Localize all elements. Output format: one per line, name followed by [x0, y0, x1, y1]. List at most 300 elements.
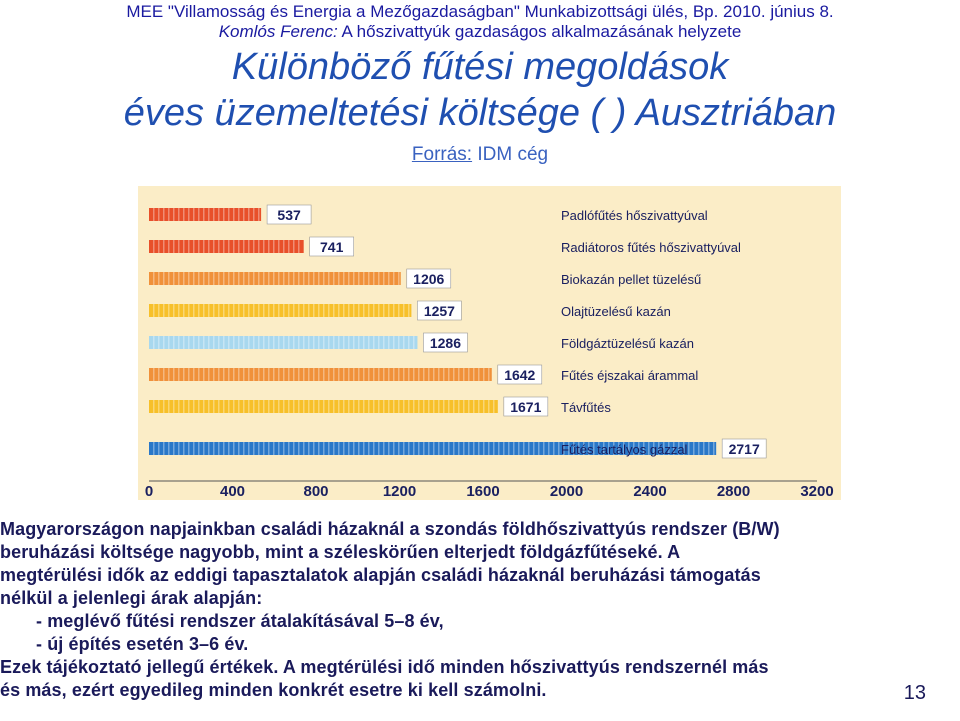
bar: [149, 368, 492, 381]
bar-stripe: [303, 336, 305, 349]
bar-stripe: [333, 272, 335, 285]
bar-stripe: [493, 400, 495, 413]
bar-stripe: [353, 336, 355, 349]
bar-stripe: [423, 400, 425, 413]
bar-stripe: [343, 304, 345, 317]
bar-stripe: [308, 304, 310, 317]
bar-stripe: [193, 400, 195, 413]
bar-stripe: [708, 442, 710, 455]
bar-stripe: [443, 400, 445, 413]
bar-stripe: [338, 272, 340, 285]
bar-stripe: [493, 442, 495, 455]
bar-stripe: [183, 442, 185, 455]
presentation-subtitle: [0, 22, 960, 42]
bar-stripe: [348, 272, 350, 285]
bar-stripe: [203, 442, 205, 455]
bar-stripe: [158, 240, 160, 253]
bar-stripe: [428, 368, 430, 381]
bar-stripe: [553, 442, 555, 455]
bar-stripe: [373, 336, 375, 349]
bar-stripe: [378, 442, 380, 455]
bar-stripe: [538, 442, 540, 455]
bar-stripe: [258, 368, 260, 381]
author-name: Komlós Ferenc:: [218, 22, 338, 41]
bar-stripe: [163, 368, 165, 381]
bar-stripe: [238, 442, 240, 455]
bar-stripe: [163, 400, 165, 413]
bar-stripe: [213, 442, 215, 455]
bar-stripe: [228, 442, 230, 455]
bar-stripe: [383, 442, 385, 455]
x-tick-label: 2400: [633, 483, 667, 500]
bar-stripe: [258, 442, 260, 455]
bar-stripe: [188, 336, 190, 349]
bar-stripe: [198, 336, 200, 349]
x-tick-label: 2800: [716, 483, 751, 500]
bar-stripe: [183, 208, 185, 221]
bar-stripe: [173, 442, 175, 455]
bar-stripe: [278, 368, 280, 381]
bar-stripe: [153, 272, 155, 285]
bar-stripe: [358, 400, 360, 413]
bar-stripe: [238, 368, 240, 381]
bar-stripe: [418, 400, 420, 413]
bar-stripe: [228, 240, 230, 253]
source-value: IDM cég: [477, 144, 549, 165]
bar-stripe: [288, 304, 290, 317]
bar-stripe: [423, 442, 425, 455]
bar-stripe: [248, 442, 250, 455]
bar-stripe: [193, 272, 195, 285]
bar-stripe: [278, 272, 280, 285]
bar-stripe: [293, 442, 295, 455]
bar-stripe: [228, 208, 230, 221]
bar-stripe: [218, 272, 220, 285]
bar-stripe: [478, 400, 480, 413]
bar-stripe: [388, 304, 390, 317]
bar-stripe: [333, 368, 335, 381]
bar-stripe: [443, 368, 445, 381]
bar-stripe: [203, 336, 205, 349]
bar-stripe: [243, 304, 245, 317]
body-line: nélkül a jelenlegi árak alapján:: [0, 588, 263, 608]
bar-stripe: [268, 272, 270, 285]
bar-stripe: [258, 400, 260, 413]
bar-stripe: [333, 304, 335, 317]
bar-stripe: [313, 368, 315, 381]
bar-stripe: [413, 442, 415, 455]
bar-stripe: [283, 368, 285, 381]
bar-stripe: [158, 368, 160, 381]
bar-stripe: [193, 304, 195, 317]
bar-stripe: [223, 368, 225, 381]
bar-stripe: [248, 208, 250, 221]
bar-stripe: [388, 368, 390, 381]
body-line: Magyarországon napjainkban családi házaknál a szondás földhőszivattyús rendszer (B/W): [0, 519, 780, 539]
bar-stripe: [393, 400, 395, 413]
bar-stripe: [203, 240, 205, 253]
bar-stripe: [328, 336, 330, 349]
bar-stripe: [313, 336, 315, 349]
bar-stripe: [348, 336, 350, 349]
bar-stripe: [408, 304, 410, 317]
body-line: beruházási költsége nagyobb, mint a széleskörűen elterjedt földgázfűtéseké. A: [0, 542, 681, 562]
bar-stripe: [163, 208, 165, 221]
value-label: 1642: [504, 367, 536, 383]
bar-stripe: [188, 272, 190, 285]
bar-stripe: [223, 400, 225, 413]
bar-stripe: [248, 336, 250, 349]
bar-stripe: [453, 400, 455, 413]
bar-stripe: [393, 304, 395, 317]
bar-stripe: [368, 400, 370, 413]
bar-stripe: [333, 442, 335, 455]
bar-stripe: [293, 400, 295, 413]
bar-stripe: [308, 272, 310, 285]
bar-stripe: [173, 400, 175, 413]
bar-stripe: [308, 442, 310, 455]
bar-stripe: [178, 304, 180, 317]
bar-stripe: [383, 336, 385, 349]
bar-stripe: [403, 400, 405, 413]
bar-stripe: [388, 400, 390, 413]
bar-stripe: [308, 368, 310, 381]
bar-stripe: [378, 272, 380, 285]
bar-stripe: [283, 272, 285, 285]
bar-stripe: [183, 368, 185, 381]
bar-stripe: [248, 240, 250, 253]
bar-stripe: [218, 336, 220, 349]
bar-stripe: [203, 272, 205, 285]
bar-stripe: [343, 272, 345, 285]
bar-stripe: [263, 400, 265, 413]
value-label: 1286: [429, 335, 462, 351]
bar-stripe: [318, 336, 320, 349]
bar-stripe: [368, 304, 370, 317]
bar-stripe: [203, 304, 205, 317]
bar-stripe: [178, 208, 180, 221]
bar-stripe: [288, 240, 290, 253]
bar-stripe: [178, 240, 180, 253]
bar-stripe: [398, 304, 400, 317]
bar-stripe: [263, 368, 265, 381]
bar-stripe: [243, 336, 245, 349]
bar-stripe: [558, 442, 560, 455]
bar-stripe: [363, 272, 365, 285]
bar-stripe: [213, 368, 215, 381]
bar-stripe: [428, 400, 430, 413]
bar-stripe: [268, 442, 270, 455]
bar-stripe: [333, 400, 335, 413]
bar-stripe: [313, 442, 315, 455]
bar-stripe: [373, 368, 375, 381]
bar-stripe: [383, 304, 385, 317]
category-label: Fűtés éjszakai árammal: [561, 368, 699, 383]
bar-stripe: [288, 368, 290, 381]
bar-stripe: [198, 400, 200, 413]
bar-stripe: [218, 368, 220, 381]
bar-stripe: [263, 240, 265, 253]
bar-stripe: [273, 368, 275, 381]
bar-stripe: [263, 272, 265, 285]
bar-stripe: [218, 442, 220, 455]
bar-stripe: [238, 272, 240, 285]
bar-stripe: [233, 400, 235, 413]
bar-stripe: [153, 400, 155, 413]
bar-stripe: [403, 368, 405, 381]
bar-stripe: [378, 304, 380, 317]
bar-stripe: [398, 368, 400, 381]
bar-stripe: [168, 304, 170, 317]
bar-stripe: [298, 442, 300, 455]
bar-stripe: [153, 442, 155, 455]
bar-stripe: [173, 272, 175, 285]
bar-stripe: [258, 272, 260, 285]
bar-stripe: [278, 336, 280, 349]
bar-stripe: [328, 272, 330, 285]
category-label: Radiátoros fűtés hőszivattyúval: [561, 240, 741, 255]
bar-stripe: [503, 442, 505, 455]
bar-stripe: [473, 442, 475, 455]
value-label: 741: [320, 239, 344, 255]
bar-stripe: [188, 368, 190, 381]
bar-stripe: [703, 442, 705, 455]
bar-stripe: [488, 368, 490, 381]
bar-stripe: [273, 336, 275, 349]
bar-stripe: [268, 240, 270, 253]
bar-stripe: [173, 304, 175, 317]
bar-stripe: [153, 240, 155, 253]
bar-stripe: [178, 336, 180, 349]
bar-stripe: [263, 304, 265, 317]
bar-stripe: [258, 240, 260, 253]
bar-stripe: [238, 240, 240, 253]
bar-stripe: [408, 442, 410, 455]
bar-stripe: [253, 208, 255, 221]
bar-stripe: [268, 304, 270, 317]
bar-stripe: [353, 368, 355, 381]
bar-stripe: [323, 336, 325, 349]
bar-stripe: [298, 272, 300, 285]
bar-stripe: [343, 336, 345, 349]
bar-stripe: [448, 368, 450, 381]
bar-stripe: [258, 336, 260, 349]
bar-stripe: [183, 336, 185, 349]
bar-stripe: [283, 240, 285, 253]
bar-stripe: [323, 272, 325, 285]
bar-stripe: [483, 400, 485, 413]
bar-stripe: [473, 400, 475, 413]
bar-stripe: [383, 368, 385, 381]
bar-stripe: [218, 240, 220, 253]
bar-stripe: [343, 368, 345, 381]
bar-stripe: [478, 368, 480, 381]
bar-stripe: [223, 442, 225, 455]
bar-stripe: [303, 400, 305, 413]
bar-stripe: [168, 442, 170, 455]
bar-stripe: [168, 368, 170, 381]
bar-stripe: [338, 368, 340, 381]
bar-stripe: [163, 240, 165, 253]
bar-stripe: [318, 400, 320, 413]
bar-stripe: [388, 336, 390, 349]
bar-stripe: [353, 442, 355, 455]
bar-stripe: [308, 336, 310, 349]
bar-stripe: [228, 400, 230, 413]
bar-stripe: [238, 400, 240, 413]
bar-stripe: [263, 336, 265, 349]
category-label: Biokazán pellet tüzelésű: [561, 272, 702, 287]
bar-stripe: [343, 400, 345, 413]
bar-stripe: [403, 304, 405, 317]
bar-stripe: [468, 368, 470, 381]
bar-stripe: [483, 368, 485, 381]
bar-stripe: [393, 272, 395, 285]
bar-stripe: [168, 400, 170, 413]
bar: [149, 272, 401, 285]
bar-stripe: [223, 272, 225, 285]
bar-stripe: [248, 304, 250, 317]
bar-stripe: [198, 368, 200, 381]
bar-stripe: [348, 304, 350, 317]
bar-stripe: [368, 442, 370, 455]
page-number: 13: [903, 682, 926, 704]
bar-stripe: [698, 442, 700, 455]
bar-stripe: [213, 336, 215, 349]
x-tick-label: 1200: [382, 483, 417, 500]
bar-stripe: [193, 368, 195, 381]
bar-stripe: [363, 368, 365, 381]
bar-stripe: [458, 368, 460, 381]
bar: [149, 240, 304, 253]
bar-stripe: [198, 272, 200, 285]
bar-stripe: [348, 442, 350, 455]
bar-stripe: [298, 400, 300, 413]
bar-stripe: [233, 336, 235, 349]
bar-stripe: [318, 368, 320, 381]
bar-stripe: [193, 442, 195, 455]
bar-stripe: [253, 240, 255, 253]
bar-stripe: [293, 304, 295, 317]
bar-stripe: [203, 208, 205, 221]
bar-stripe: [343, 442, 345, 455]
bar-stripe: [393, 368, 395, 381]
bar-stripe: [348, 400, 350, 413]
bar-stripe: [268, 336, 270, 349]
value-label: 1257: [423, 303, 455, 319]
bar-stripe: [208, 208, 210, 221]
bar-stripe: [453, 442, 455, 455]
bar-stripe: [208, 272, 210, 285]
bar-stripe: [173, 240, 175, 253]
bar-stripe: [298, 240, 300, 253]
bar-stripe: [153, 304, 155, 317]
bar-stripe: [178, 400, 180, 413]
bar-stripe: [368, 368, 370, 381]
bar-stripe: [688, 442, 690, 455]
bar-stripe: [398, 272, 400, 285]
bar-stripe: [283, 400, 285, 413]
bar-stripe: [273, 304, 275, 317]
bar-stripe: [233, 240, 235, 253]
bar-stripe: [198, 442, 200, 455]
bar-stripe: [238, 208, 240, 221]
x-tick-label: 1600: [466, 483, 500, 500]
bar-stripe: [358, 272, 360, 285]
bar-stripe: [253, 304, 255, 317]
bar-stripe: [163, 336, 165, 349]
bar-stripe: [233, 368, 235, 381]
bar-stripe: [323, 400, 325, 413]
bar-stripe: [458, 400, 460, 413]
bar-stripe: [298, 336, 300, 349]
bar-stripe: [158, 400, 160, 413]
bar-stripe: [463, 368, 465, 381]
bar-stripe: [323, 442, 325, 455]
bar-stripe: [378, 400, 380, 413]
bar-stripe: [433, 368, 435, 381]
bar-stripe: [218, 208, 220, 221]
bar-stripe: [413, 368, 415, 381]
bar-stripe: [463, 442, 465, 455]
bar-stripe: [483, 442, 485, 455]
bar-stripe: [278, 400, 280, 413]
bar-stripe: [298, 368, 300, 381]
bar-stripe: [213, 208, 215, 221]
category-label: Földgáztüzelésű kazán: [561, 336, 694, 351]
bar-stripe: [208, 336, 210, 349]
body-text: [0, 518, 960, 702]
bar-stripe: [368, 336, 370, 349]
bar-stripe: [363, 442, 365, 455]
bar-stripe: [438, 368, 440, 381]
bar-stripe: [358, 368, 360, 381]
bar-stripe: [543, 442, 545, 455]
bar-stripe: [288, 442, 290, 455]
slide-title-line1: Különböző fűtési megoldások: [231, 46, 729, 88]
bar-stripe: [228, 336, 230, 349]
bar-stripe: [408, 368, 410, 381]
bar-stripe: [488, 442, 490, 455]
bar-stripe: [438, 442, 440, 455]
bar-stripe: [163, 442, 165, 455]
bar-stripe: [468, 400, 470, 413]
bar-stripe: [283, 442, 285, 455]
bar-stripe: [258, 208, 260, 221]
bar-stripe: [188, 208, 190, 221]
bar-stripe: [418, 442, 420, 455]
bar-stripe: [163, 272, 165, 285]
bar-stripe: [183, 400, 185, 413]
bar-stripe: [223, 304, 225, 317]
bar-stripe: [248, 400, 250, 413]
bar-stripe: [388, 442, 390, 455]
bar-stripe: [213, 240, 215, 253]
bar-stripe: [463, 400, 465, 413]
bar-stripe: [428, 442, 430, 455]
bar-stripe: [448, 442, 450, 455]
bar-stripe: [243, 240, 245, 253]
bar-stripe: [233, 304, 235, 317]
bar-stripe: [498, 442, 500, 455]
bar-stripe: [153, 208, 155, 221]
bar-stripe: [273, 240, 275, 253]
x-tick-label: 0: [144, 483, 154, 500]
bar-stripe: [243, 400, 245, 413]
bar-stripe: [313, 272, 315, 285]
bar-stripe: [308, 400, 310, 413]
bar-stripe: [363, 336, 365, 349]
